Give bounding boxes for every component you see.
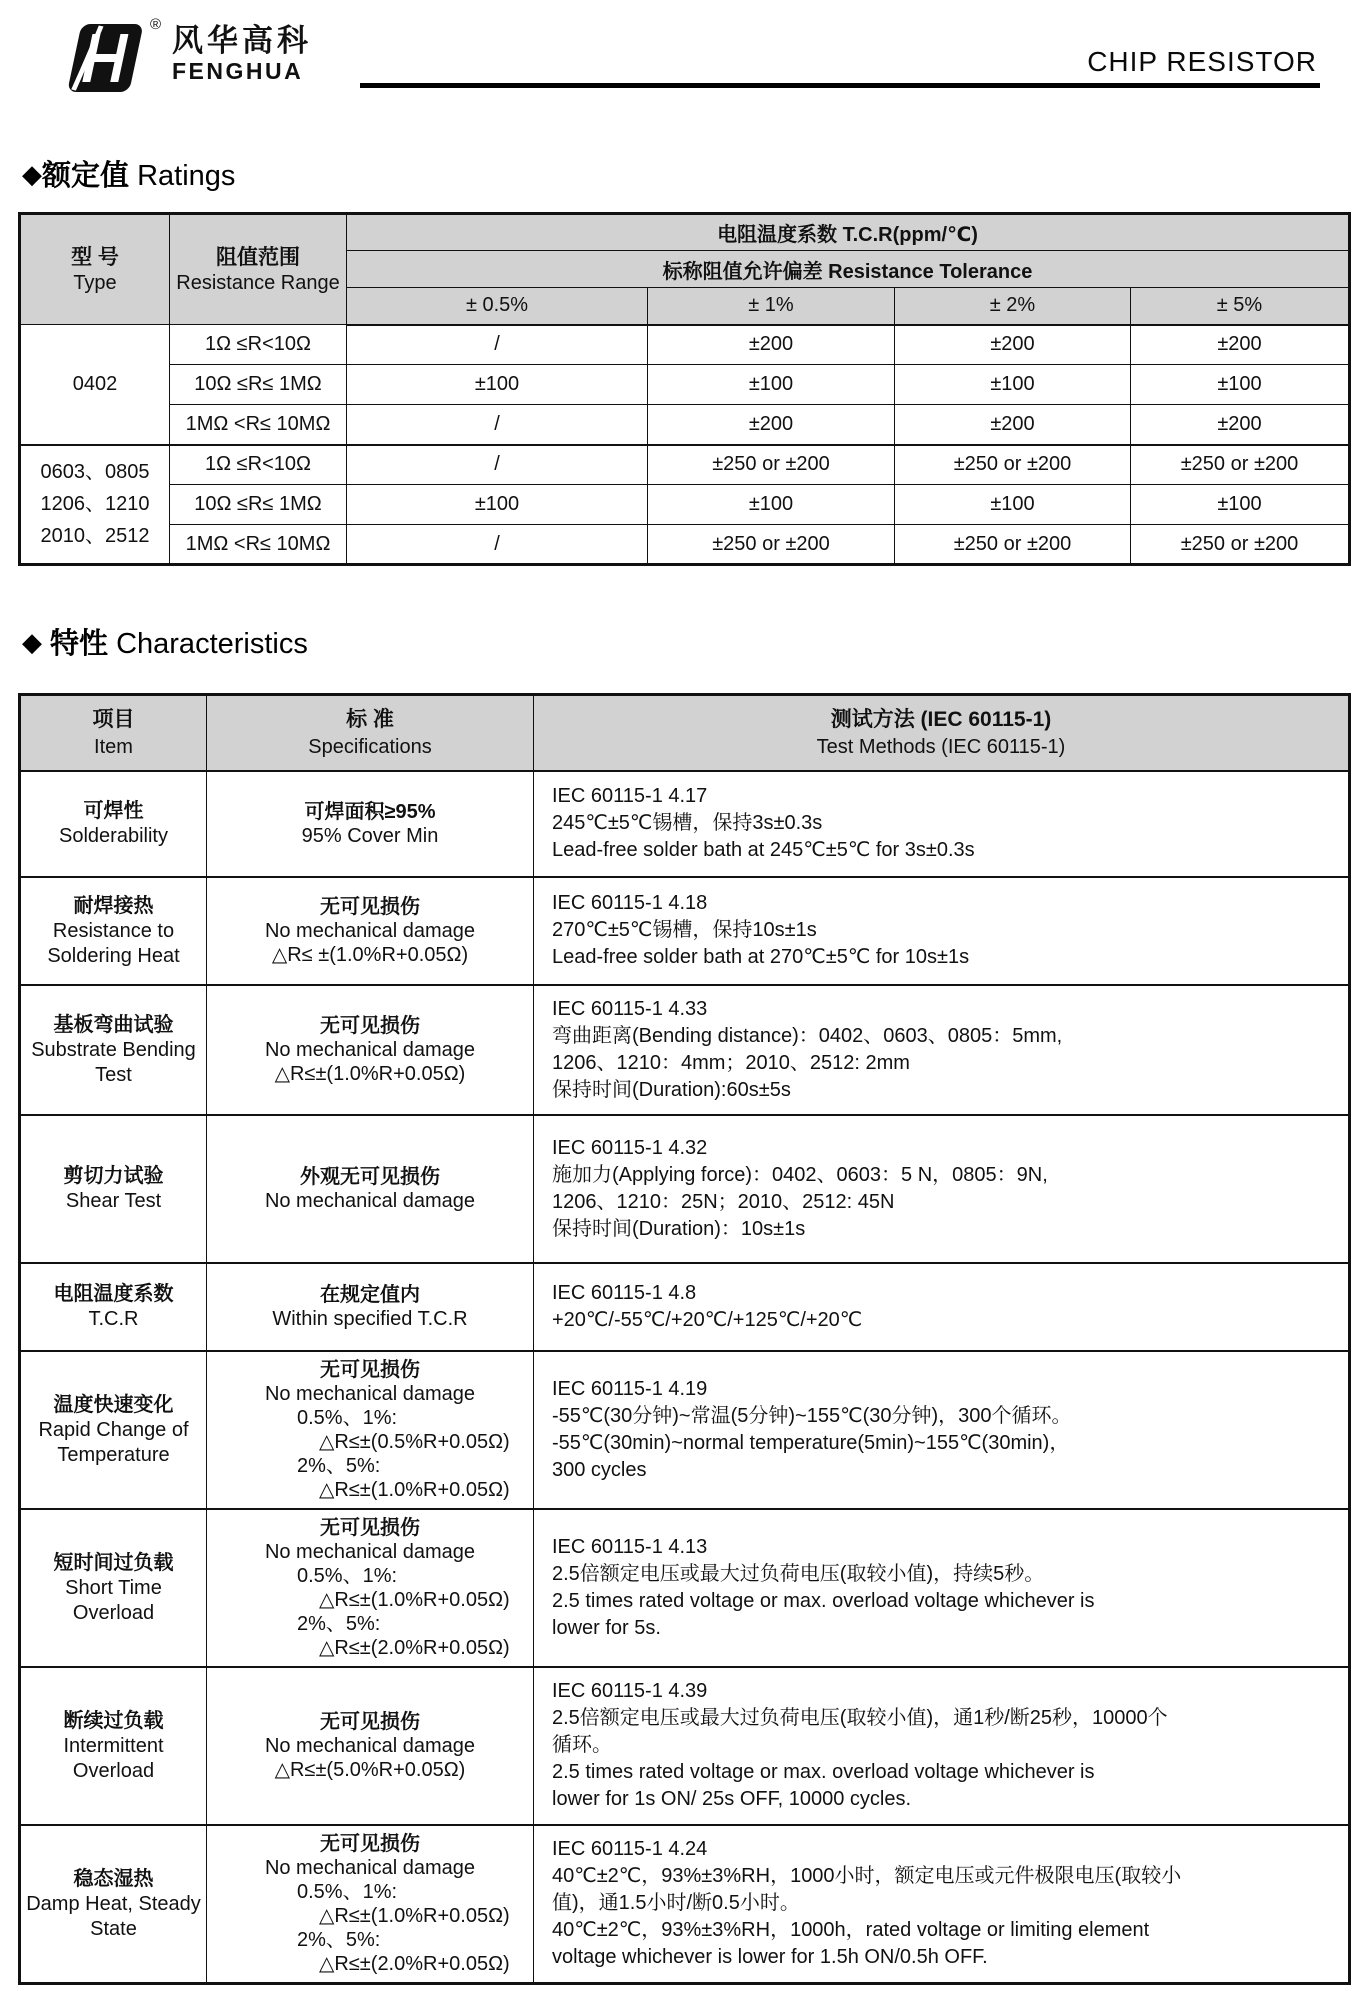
tcr-value-cell: ±100	[347, 485, 648, 525]
text-line: △R≤±(5.0%R+0.05Ω)	[274, 1758, 466, 1781]
text-line: 1206、1210	[40, 493, 150, 516]
text-line: -55℃(30分钟)~常温(5分钟)~155℃(30分钟)，300个循环。	[552, 1404, 1072, 1427]
table-row	[20, 365, 1350, 405]
text-line: △R≤ ±(1.0%R+0.05Ω)	[271, 943, 469, 966]
text-line: No mechanical damage	[264, 1540, 476, 1563]
text-line: 2.5倍额定电压或最大过负荷电压(取较小值)，持续5秒。	[552, 1562, 1045, 1585]
spec-cell	[207, 1509, 534, 1667]
table-row	[20, 485, 1350, 525]
tcr-value-cell: ±100	[347, 365, 648, 405]
method-cell	[534, 1667, 1350, 1825]
text-line: 施加力(Applying force)：0402、0603：5 N，0805：9N,	[552, 1163, 1048, 1186]
text-line: 2.5 times rated voltage or max. overload voltage whichever is	[552, 1761, 1095, 1783]
text-line: 300 cycles	[552, 1458, 647, 1481]
text-line: No mechanical damage	[264, 1382, 476, 1405]
text-line: 245℃±5℃锡槽，保持3s±0.3s	[552, 812, 823, 834]
method-cell	[534, 877, 1350, 985]
text-line: IEC 60115-1 4.8	[552, 1281, 697, 1304]
tcr-value-cell: /	[347, 445, 648, 485]
text-line: IEC 60115-1 4.19	[552, 1377, 708, 1400]
tcr-value-cell: ±100	[648, 485, 895, 525]
text-line: IEC 60115-1 4.24	[552, 1838, 708, 1860]
tcr-value-cell: ±200	[895, 405, 1131, 445]
text-line: 40℃±2℃，93%±3%RH，1000小时，额定电压或元件极限电压(取较小	[552, 1865, 1182, 1887]
text-line: 40℃±2℃，93%±3%RH，1000h，rated voltage or limiting element	[552, 1919, 1150, 1941]
type-cell	[20, 445, 170, 565]
text-line: 0402	[72, 373, 118, 396]
text-line: 2%、5%:	[297, 1612, 381, 1635]
text-line: 0603、0805	[40, 461, 150, 484]
text-line: lower for 1s ON/ 25s OFF, 10000 cycles.	[552, 1788, 912, 1810]
text-line: 95% Cover Min	[301, 824, 439, 847]
characteristics-table	[18, 693, 1351, 1985]
tcr-value-cell: ±250 or ±200	[895, 445, 1131, 485]
tcr-value-cell: ±200	[648, 405, 895, 445]
text-line: 无可见损伤	[320, 1516, 420, 1539]
tcr-value-cell: ±250 or ±200	[1131, 445, 1350, 485]
text-line: Within specified T.C.R	[272, 1307, 468, 1330]
spec-cell	[207, 985, 534, 1115]
range-cell: 10Ω ≤R≤ 1MΩ	[170, 485, 347, 525]
text-line: voltage whichever is lower for 1.5h ON/0.5h OFF.	[552, 1946, 988, 1968]
spec-cell	[207, 1667, 534, 1825]
ratings-table	[18, 212, 1351, 566]
item-cell: 断续过负载 Intermittent Overload	[20, 1667, 207, 1825]
tcr-value-cell: ±250 or ±200	[648, 525, 895, 565]
table-row-tcr	[20, 1263, 1350, 1351]
text-line: +20℃/-55℃/+20℃/+125℃/+20℃	[552, 1308, 863, 1331]
tolerance-col-2: ± 2%	[895, 288, 1131, 325]
text-line: IEC 60115-1 4.39	[552, 1680, 708, 1702]
table-row-intermittent-overload	[20, 1667, 1350, 1825]
tolerance-col-1: ± 1%	[648, 288, 895, 325]
method-cell	[534, 771, 1350, 877]
table-row-short-time-overload	[20, 1509, 1350, 1667]
text-line: 保持时间(Duration):60s±5s	[552, 1078, 791, 1101]
text-line: 2%、5%:	[297, 1454, 381, 1477]
tolerance-col-5: ± 5%	[1131, 288, 1350, 325]
table-row	[20, 405, 1350, 445]
item-cell: 稳态湿热 Damp Heat, Steady State	[20, 1825, 207, 1984]
table-row-solderability	[20, 771, 1350, 877]
tcr-value-cell: ±100	[1131, 485, 1350, 525]
item-cell: 短时间过负载 Short Time Overload	[20, 1509, 207, 1667]
tolerance-header: 标称阻值允许偏差 Resistance Tolerance	[347, 251, 1350, 288]
tolerance-col-0.5: ± 0.5%	[347, 288, 648, 325]
text-line: IEC 60115-1 4.33	[552, 997, 708, 1020]
registered-trademark: ®	[150, 16, 162, 33]
text-line: 1206、1210：4mm；2010、2512: 2mm	[552, 1051, 910, 1074]
text-line: 0.5%、1%:	[297, 1880, 398, 1903]
method-cell	[534, 1509, 1350, 1667]
text-line: 弯曲距离(Bending distance)：0402、0603、0805：5mm,	[552, 1024, 1063, 1047]
document-title: CHIP RESISTOR	[1087, 46, 1317, 77]
item-cell: 电阻温度系数 T.C.R	[20, 1263, 207, 1351]
header-rule	[360, 83, 1320, 88]
table-row-damp-heat	[20, 1825, 1350, 1984]
tcr-value-cell: ±200	[1131, 405, 1350, 445]
text-line: -55℃(30min)~normal temperature(5min)~155℃(30min)，	[552, 1431, 1070, 1454]
item-cell: 可焊性 Solderability	[20, 771, 207, 877]
text-line: No mechanical damage	[264, 1189, 476, 1212]
item-cell: 剪切力试验 Shear Test	[20, 1115, 207, 1263]
ratings-section-title: ◆额定值 Ratings	[22, 159, 236, 192]
spec-cell	[207, 1115, 534, 1263]
text-line: No mechanical damage	[264, 1038, 476, 1061]
item-cell: 温度快速变化 Rapid Change of Temperature	[20, 1351, 207, 1509]
tcr-value-cell: /	[347, 525, 648, 565]
text-line: 1206、1210：25N；2010、2512: 45N	[552, 1190, 895, 1213]
tcr-value-cell: ±200	[895, 325, 1131, 365]
spec-cell	[207, 1351, 534, 1509]
tcr-header: 电阻温度系数 T.C.R(ppm/℃)	[347, 214, 1350, 251]
tcr-value-cell: /	[347, 405, 648, 445]
text-line: △R≤±(1.0%R+0.05Ω)	[319, 1478, 510, 1501]
spec-cell	[207, 771, 534, 877]
text-line: 值)，通1.5小时/断0.5小时。	[552, 1892, 800, 1914]
range-cell: 1Ω ≤R<10Ω	[170, 325, 347, 365]
method-cell	[534, 1115, 1350, 1263]
method-cell	[534, 985, 1350, 1115]
tcr-value-cell: ±250 or ±200	[895, 525, 1131, 565]
text-line: IEC 60115-1 4.17	[552, 785, 708, 807]
text-line: Lead-free solder bath at 245℃±5℃ for 3s±0.3s	[552, 839, 975, 861]
logo-text	[172, 24, 312, 84]
text-line: 无可见损伤	[320, 1358, 420, 1381]
item-cell: 基板弯曲试验 Substrate Bending Test	[20, 985, 207, 1115]
text-line: 无可见损伤	[320, 1832, 420, 1855]
tcr-value-cell: /	[347, 325, 648, 365]
spec-cell	[207, 877, 534, 985]
characteristics-section-title: ◆ 特性 Characteristics	[22, 627, 308, 660]
text-line: 无可见损伤	[320, 895, 420, 918]
text-line: △R≤±(2.0%R+0.05Ω)	[319, 1636, 510, 1659]
item-cell: 耐焊接热 Resistance to Soldering Heat	[20, 877, 207, 985]
diamond-icon: ◆	[22, 159, 42, 189]
specifications-column-header: 标 准 Specifications	[207, 695, 534, 771]
text-line: No mechanical damage	[264, 1734, 476, 1757]
type-column-header: 型 号 Type	[20, 214, 170, 325]
text-line: 0.5%、1%:	[297, 1406, 398, 1429]
text-line: △R≤±(0.5%R+0.05Ω)	[319, 1430, 510, 1453]
table-row	[20, 525, 1350, 565]
test-methods-column-header: 测试方法 (IEC 60115-1) Test Methods (IEC 60115-1)	[534, 695, 1350, 771]
tcr-value-cell: ±200	[1131, 325, 1350, 365]
text-line: △R≤±(2.0%R+0.05Ω)	[319, 1952, 510, 1975]
method-cell	[534, 1825, 1350, 1984]
tcr-value-cell: ±250 or ±200	[1131, 525, 1350, 565]
resistance-range-column-header: 阻值范围 Resistance Range	[170, 214, 347, 325]
text-line: 在规定值内	[320, 1283, 420, 1306]
text-line: IEC 60115-1 4.18	[552, 892, 708, 914]
text-line: 无可见损伤	[320, 1014, 420, 1037]
text-line: IEC 60115-1 4.32	[552, 1136, 708, 1159]
table-row-soldering-heat	[20, 877, 1350, 985]
text-line: No mechanical damage	[264, 1856, 476, 1879]
text-line: 外观无可见损伤	[300, 1165, 440, 1188]
tcr-value-cell: ±100	[895, 365, 1131, 405]
range-cell: 1MΩ <R≤ 10MΩ	[170, 405, 347, 445]
tcr-value-cell: ±100	[895, 485, 1131, 525]
text-line: △R≤±(1.0%R+0.05Ω)	[319, 1904, 510, 1927]
table-row-rapid-temperature-change	[20, 1351, 1350, 1509]
tcr-value-cell: ±100	[1131, 365, 1350, 405]
fenghua-logo-icon	[58, 22, 148, 99]
text-line: △R≤±(1.0%R+0.05Ω)	[274, 1062, 466, 1085]
table-row	[20, 445, 1350, 485]
item-column-header: 项目 Item	[20, 695, 207, 771]
table-row	[20, 325, 1350, 365]
text-line: 循环。	[552, 1734, 612, 1756]
diamond-icon: ◆	[22, 627, 42, 657]
text-line: △R≤±(1.0%R+0.05Ω)	[319, 1588, 510, 1611]
text-line: 2.5 times rated voltage or max. overload voltage whichever is	[552, 1589, 1095, 1612]
text-line: 2.5倍额定电压或最大过负荷电压(取较小值)，通1秒/断25秒，10000个	[552, 1707, 1168, 1729]
tcr-value-cell: ±100	[648, 365, 895, 405]
range-cell: 10Ω ≤R≤ 1MΩ	[170, 365, 347, 405]
text-line: No mechanical damage	[264, 919, 476, 942]
text-line: 270℃±5℃锡槽，保持10s±1s	[552, 919, 817, 941]
text-line: 2%、5%:	[297, 1928, 381, 1951]
method-cell	[534, 1263, 1350, 1351]
tcr-value-cell: ±200	[648, 325, 895, 365]
spec-cell	[207, 1263, 534, 1351]
page-header	[0, 0, 1367, 100]
logo-name-en: FENGHUA	[172, 58, 304, 84]
text-line: 无可见损伤	[320, 1710, 420, 1733]
text-line: 保持时间(Duration)：10s±1s	[552, 1217, 806, 1240]
text-line: 0.5%、1%:	[297, 1564, 398, 1587]
text-line: 2010、2512	[40, 525, 150, 548]
text-line: Lead-free solder bath at 270℃±5℃ for 10s±1s	[552, 946, 970, 968]
table-row-substrate-bending	[20, 985, 1350, 1115]
spec-cell	[207, 1825, 534, 1984]
tcr-value-cell: ±250 or ±200	[648, 445, 895, 485]
text-line: 可焊面积≥95%	[304, 800, 436, 823]
type-cell	[20, 325, 170, 445]
range-cell: 1MΩ <R≤ 10MΩ	[170, 525, 347, 565]
text-line: IEC 60115-1 4.13	[552, 1535, 708, 1558]
range-cell: 1Ω ≤R<10Ω	[170, 445, 347, 485]
table-row-shear-test	[20, 1115, 1350, 1263]
text-line: lower for 5s.	[552, 1616, 661, 1639]
method-cell	[534, 1351, 1350, 1509]
logo-name-cn: 风华高科	[172, 23, 312, 58]
